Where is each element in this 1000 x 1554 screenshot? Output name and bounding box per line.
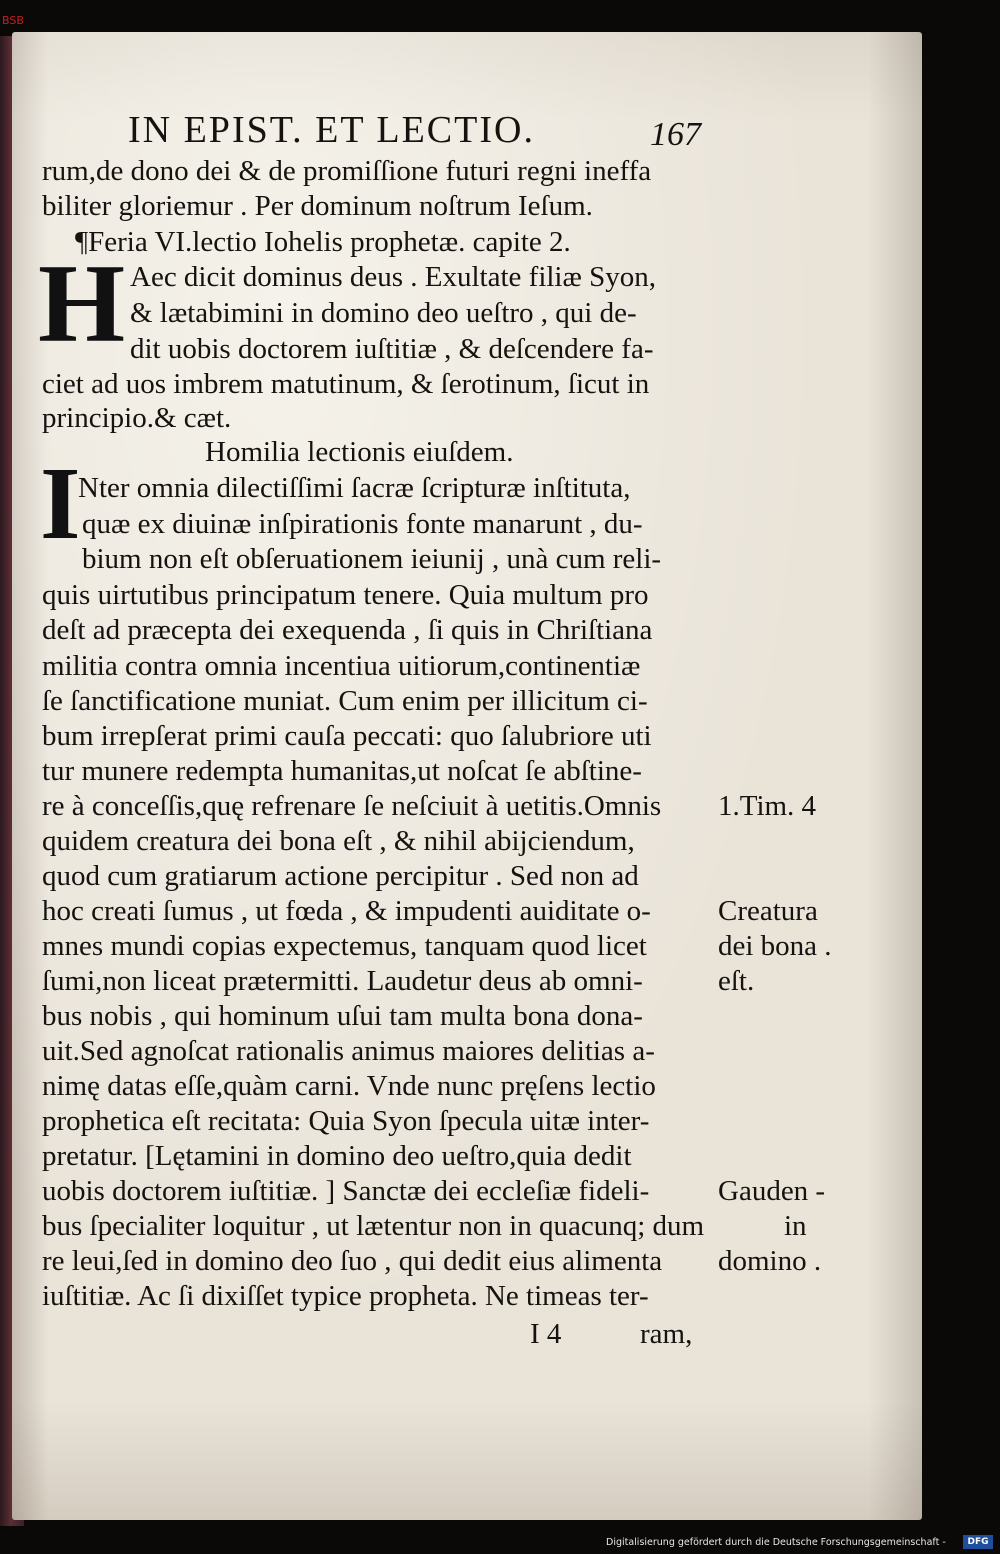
drop-cap-h: H xyxy=(38,242,126,366)
marginal-note: eſt. xyxy=(718,965,755,997)
text-line: Nter omnia dilectiſſimi ſacræ ſcripturæ inſtituta, xyxy=(78,472,631,504)
text-line: ¶Feria VI.lectio Iohelis prophetæ. capite 2. xyxy=(75,226,571,258)
marginal-note: Gauden - xyxy=(718,1175,826,1207)
text-line: prophetica eſt recitata: Quia Syon ſpecula uitæ inter- xyxy=(42,1105,650,1137)
marginal-note: Creatura xyxy=(718,895,818,927)
library-mark: BSB xyxy=(2,14,24,27)
funding-credit: Digitalisierung gefördert durch die Deutsche Forschungsgemeinschaft - xyxy=(606,1537,946,1548)
catchword: ram, xyxy=(640,1318,693,1350)
text-line: ciet ad uos imbrem matutinum, & ſerotinum, ſicut in xyxy=(42,368,650,400)
text-line: principio.& cæt. xyxy=(42,402,232,434)
signature-mark: I 4 xyxy=(530,1318,562,1350)
text-line: Aec dicit dominus deus . Exultate filiæ Syon, xyxy=(130,261,656,293)
text-line: bium non eſt obſeruationem ieiunij , unà cum reli- xyxy=(82,543,662,575)
text-line: iuſtitiæ. Ac ſi dixiſſet typice propheta. Ne timeas ter- xyxy=(42,1280,649,1312)
text-line: uit.Sed agnoſcat rationalis animus maiores delitias a- xyxy=(42,1035,655,1067)
text-line: ſe ſanctificatione muniat. Cum enim per illicitum ci- xyxy=(42,685,648,717)
text-line: biliter gloriemur . Per dominum noſtrum Ieſum. xyxy=(42,190,593,222)
text-line: & lætabimini in domino deo ueſtro , qui de- xyxy=(130,297,637,329)
text-line: militia contra omnia incentiua uitiorum,continentiæ xyxy=(42,650,641,682)
text-line: re à conceſſis,quę refrenare ſe neſciuit à uetitis.Omnis xyxy=(42,790,662,822)
folio-number: 167 xyxy=(650,116,701,153)
text-line: re leui,ſed in domino deo ſuo , qui dedit eius alimenta xyxy=(42,1245,663,1277)
text-line: hoc creati ſumus , ut fœda , & impudenti auiditate o- xyxy=(42,895,651,927)
text-line: quis uirtutibus principatum tenere. Quia multum pro xyxy=(42,579,649,611)
text-line: tur munere redempta humanitas,ut noſcat ſe abſtine- xyxy=(42,755,642,787)
marginal-note: dei bona . xyxy=(718,930,832,962)
text-line: mnes mundi copias expectemus, tanquam quod licet xyxy=(42,930,647,962)
text-line: dit uobis doctorem iuſtitiæ , & deſcendere fa- xyxy=(130,333,654,365)
text-line: bus ſpecialiter loquitur , ut lætentur non in quacunq; dum xyxy=(42,1210,705,1242)
marginal-reference: 1.Tim. 4 xyxy=(718,790,817,822)
text-line: rum,de dono dei & de promiſſione futuri regni ineffa xyxy=(42,155,652,187)
homily-heading: Homilia lectionis eiuſdem. xyxy=(205,436,514,468)
text-line: quidem creatura dei bona eſt , & nihil abijciendum, xyxy=(42,825,635,857)
text-line: nimę datas eſſe,quàm carni. Vnde nunc pręſens lectio xyxy=(42,1070,656,1102)
text-line: bus nobis , qui hominum uſui tam multa bona dona- xyxy=(42,1000,643,1032)
text-line: ſumi,non liceat prætermitti. Laudetur deus ab omni- xyxy=(42,965,643,997)
text-line: pretatur. [Lętamini in domino deo ueſtro,quia dedit xyxy=(42,1140,632,1172)
text-line: quod cum gratiarum actione percipitur . Sed non ad xyxy=(42,860,639,892)
running-head: IN EPIST. ET LECTIO. xyxy=(128,109,535,151)
text-line: bum irrepſerat primi cauſa peccati: quo ſalubriore uti xyxy=(42,720,652,752)
text-line: quæ ex diuinæ inſpirationis fonte manarunt , du- xyxy=(82,508,643,540)
marginal-note: in xyxy=(784,1210,807,1242)
dfg-logo: DFG xyxy=(963,1535,993,1549)
text-line: uobis doctorem iuſtitiæ. ] Sanctæ dei eccleſiæ fideli- xyxy=(42,1175,650,1207)
marginal-note: domino . xyxy=(718,1245,822,1277)
drop-cap-i: I xyxy=(40,446,81,561)
text-line: deſt ad præcepta dei exequenda , ſi quis in Chriſtiana xyxy=(42,614,653,646)
